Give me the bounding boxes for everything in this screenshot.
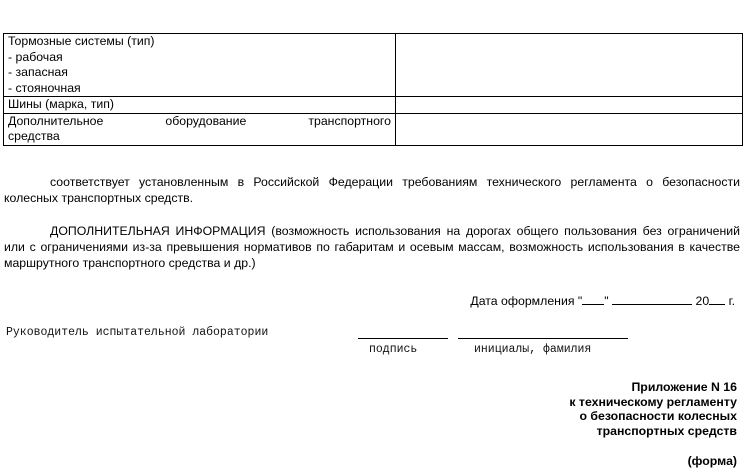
- table-row-extra-equipment: [4, 113, 743, 145]
- signature-caption: подпись: [369, 343, 418, 356]
- table-row-tires: [4, 97, 743, 114]
- vehicle-spec-table: [3, 33, 743, 146]
- signature-line[interactable]: [358, 338, 448, 339]
- extra-equipment-word3: транспортного: [308, 113, 391, 128]
- name-caption: инициалы, фамилия: [474, 343, 592, 356]
- brake-service-label: - рабочая: [8, 49, 63, 64]
- table-row-brake-systems: [4, 34, 743, 97]
- date-day-blank[interactable]: [582, 292, 604, 305]
- form-label: (форма): [687, 454, 737, 468]
- brake-systems-value-cell: [396, 34, 743, 97]
- name-line[interactable]: [458, 338, 628, 339]
- date-year-blank[interactable]: [709, 292, 725, 305]
- brake-systems-label-cell: [4, 34, 396, 97]
- appendix-heading: [569, 380, 737, 438]
- brake-systems-title: Тормозные системы (тип): [8, 34, 155, 48]
- appendix-number: Приложение N 16: [631, 380, 737, 394]
- appendix-line4: транспортных средств: [596, 423, 737, 438]
- compliance-paragraph: соответствует установленным в Российской Федерации требованиям технического регламента о безопасности колесных транспортных средств.: [4, 175, 740, 205]
- appendix-line2: к техническому регламенту: [569, 394, 737, 409]
- appendix-line3: о безопасности колесных: [579, 409, 737, 423]
- tires-label-cell: [4, 97, 396, 114]
- extra-equipment-word2: оборудование: [165, 113, 247, 128]
- additional-info-paragraph: ДОПОЛНИТЕЛЬНАЯ ИНФОРМАЦИЯ (возможность использования на дорогах общего пользования без ограничений или с ограничениями из-за превышения нормативов по габаритам и осевым массам, возможность использования в качестве маршрутного транспортного средства и др.): [4, 224, 740, 270]
- extra-equipment-line1: [8, 114, 391, 130]
- extra-equipment-label-cell: [4, 113, 396, 145]
- extra-equipment-value-cell: [396, 113, 743, 145]
- lab-head-label: Руководитель испытательной лаборатории: [6, 326, 269, 339]
- date-quote-close: ": [604, 294, 609, 308]
- brake-parking-label: - стояночная: [8, 80, 81, 95]
- date-month-blank[interactable]: [612, 292, 692, 305]
- extra-equipment-line2: средства: [8, 129, 60, 143]
- extra-equipment-word1: Дополнительное: [8, 113, 104, 128]
- date-year-suffix: г.: [728, 294, 735, 308]
- tires-value-cell: [396, 97, 743, 114]
- brake-spare-label: - запасная: [8, 65, 68, 79]
- issue-date-line: [470, 292, 735, 308]
- date-year-prefix: 20: [695, 294, 710, 308]
- issue-date-label: Дата оформления ": [470, 294, 583, 308]
- tires-label: Шины (марка, тип): [8, 97, 114, 111]
